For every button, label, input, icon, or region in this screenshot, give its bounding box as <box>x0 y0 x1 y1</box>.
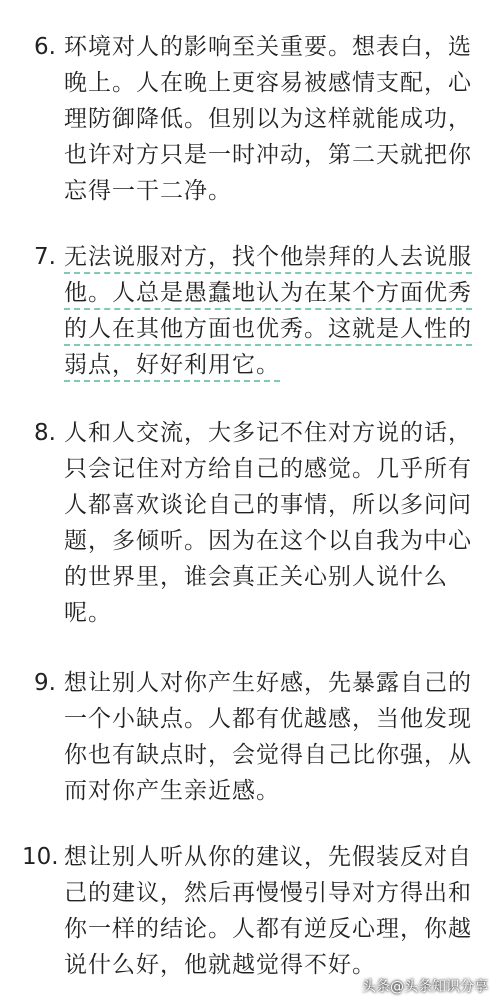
item-line: 呢。 <box>64 600 112 626</box>
item-line: 只会记住对方给自己的感觉。几乎所有 <box>64 456 472 482</box>
item-line: 人都喜欢谈论自己的事情，所以多问问 <box>64 492 472 518</box>
item-line: 理防御降低。但别以为这样就能成功， <box>64 106 472 132</box>
item-line: 想让别人听从你的建议，先假装反对自 <box>64 844 472 870</box>
item-line: 你也有缺点时，会觉得自己比你强，从 <box>64 742 472 768</box>
watermark: 头条@头条知识分享 <box>362 979 488 995</box>
item-line: 你一样的结论。人都有逆反心理，你越 <box>64 916 472 942</box>
item-number: 6. <box>34 34 56 60</box>
item-line: 己的建议，然后再慢慢引导对方得出和 <box>64 880 472 906</box>
item-line: 的人在其他方面也优秀。这就是人性的 <box>64 314 472 346</box>
item-number: 9. <box>34 670 56 696</box>
item-line: 一个小缺点。人都有优越感，当他发现 <box>64 706 472 732</box>
item-number: 7. <box>34 244 56 270</box>
item-number: 8. <box>34 420 56 446</box>
item-line: 说什么好，他就越觉得不好。 <box>64 952 376 978</box>
item-line: 的世界里，谁会真正关心别人说什么 <box>64 564 448 590</box>
item-line: 题，多倾听。因为在这个以自我为中心 <box>64 528 472 554</box>
item-line: 也许对方只是一时冲动，第二天就把你 <box>64 142 472 168</box>
item-line: 人和人交流，大多记不住对方说的话， <box>64 420 472 446</box>
item-line: 想让别人对你产生好感，先暴露自己的 <box>64 670 472 696</box>
item-line: 他。人总是愚蠢地认为在某个方面优秀 <box>64 278 472 310</box>
item-line: 忘得一干二净。 <box>64 178 232 204</box>
item-line: 无法说服对方，找个他崇拜的人去说服 <box>64 242 472 274</box>
item-line: 弱点，好好利用它。 <box>64 350 280 382</box>
item-line: 晚上。人在晚上更容易被感情支配，心 <box>64 70 472 96</box>
item-number: 10. <box>22 844 59 870</box>
item-line: 环境对人的影响至关重要。想表白，选 <box>64 34 472 60</box>
item-line: 而对你产生亲近感。 <box>64 778 280 804</box>
